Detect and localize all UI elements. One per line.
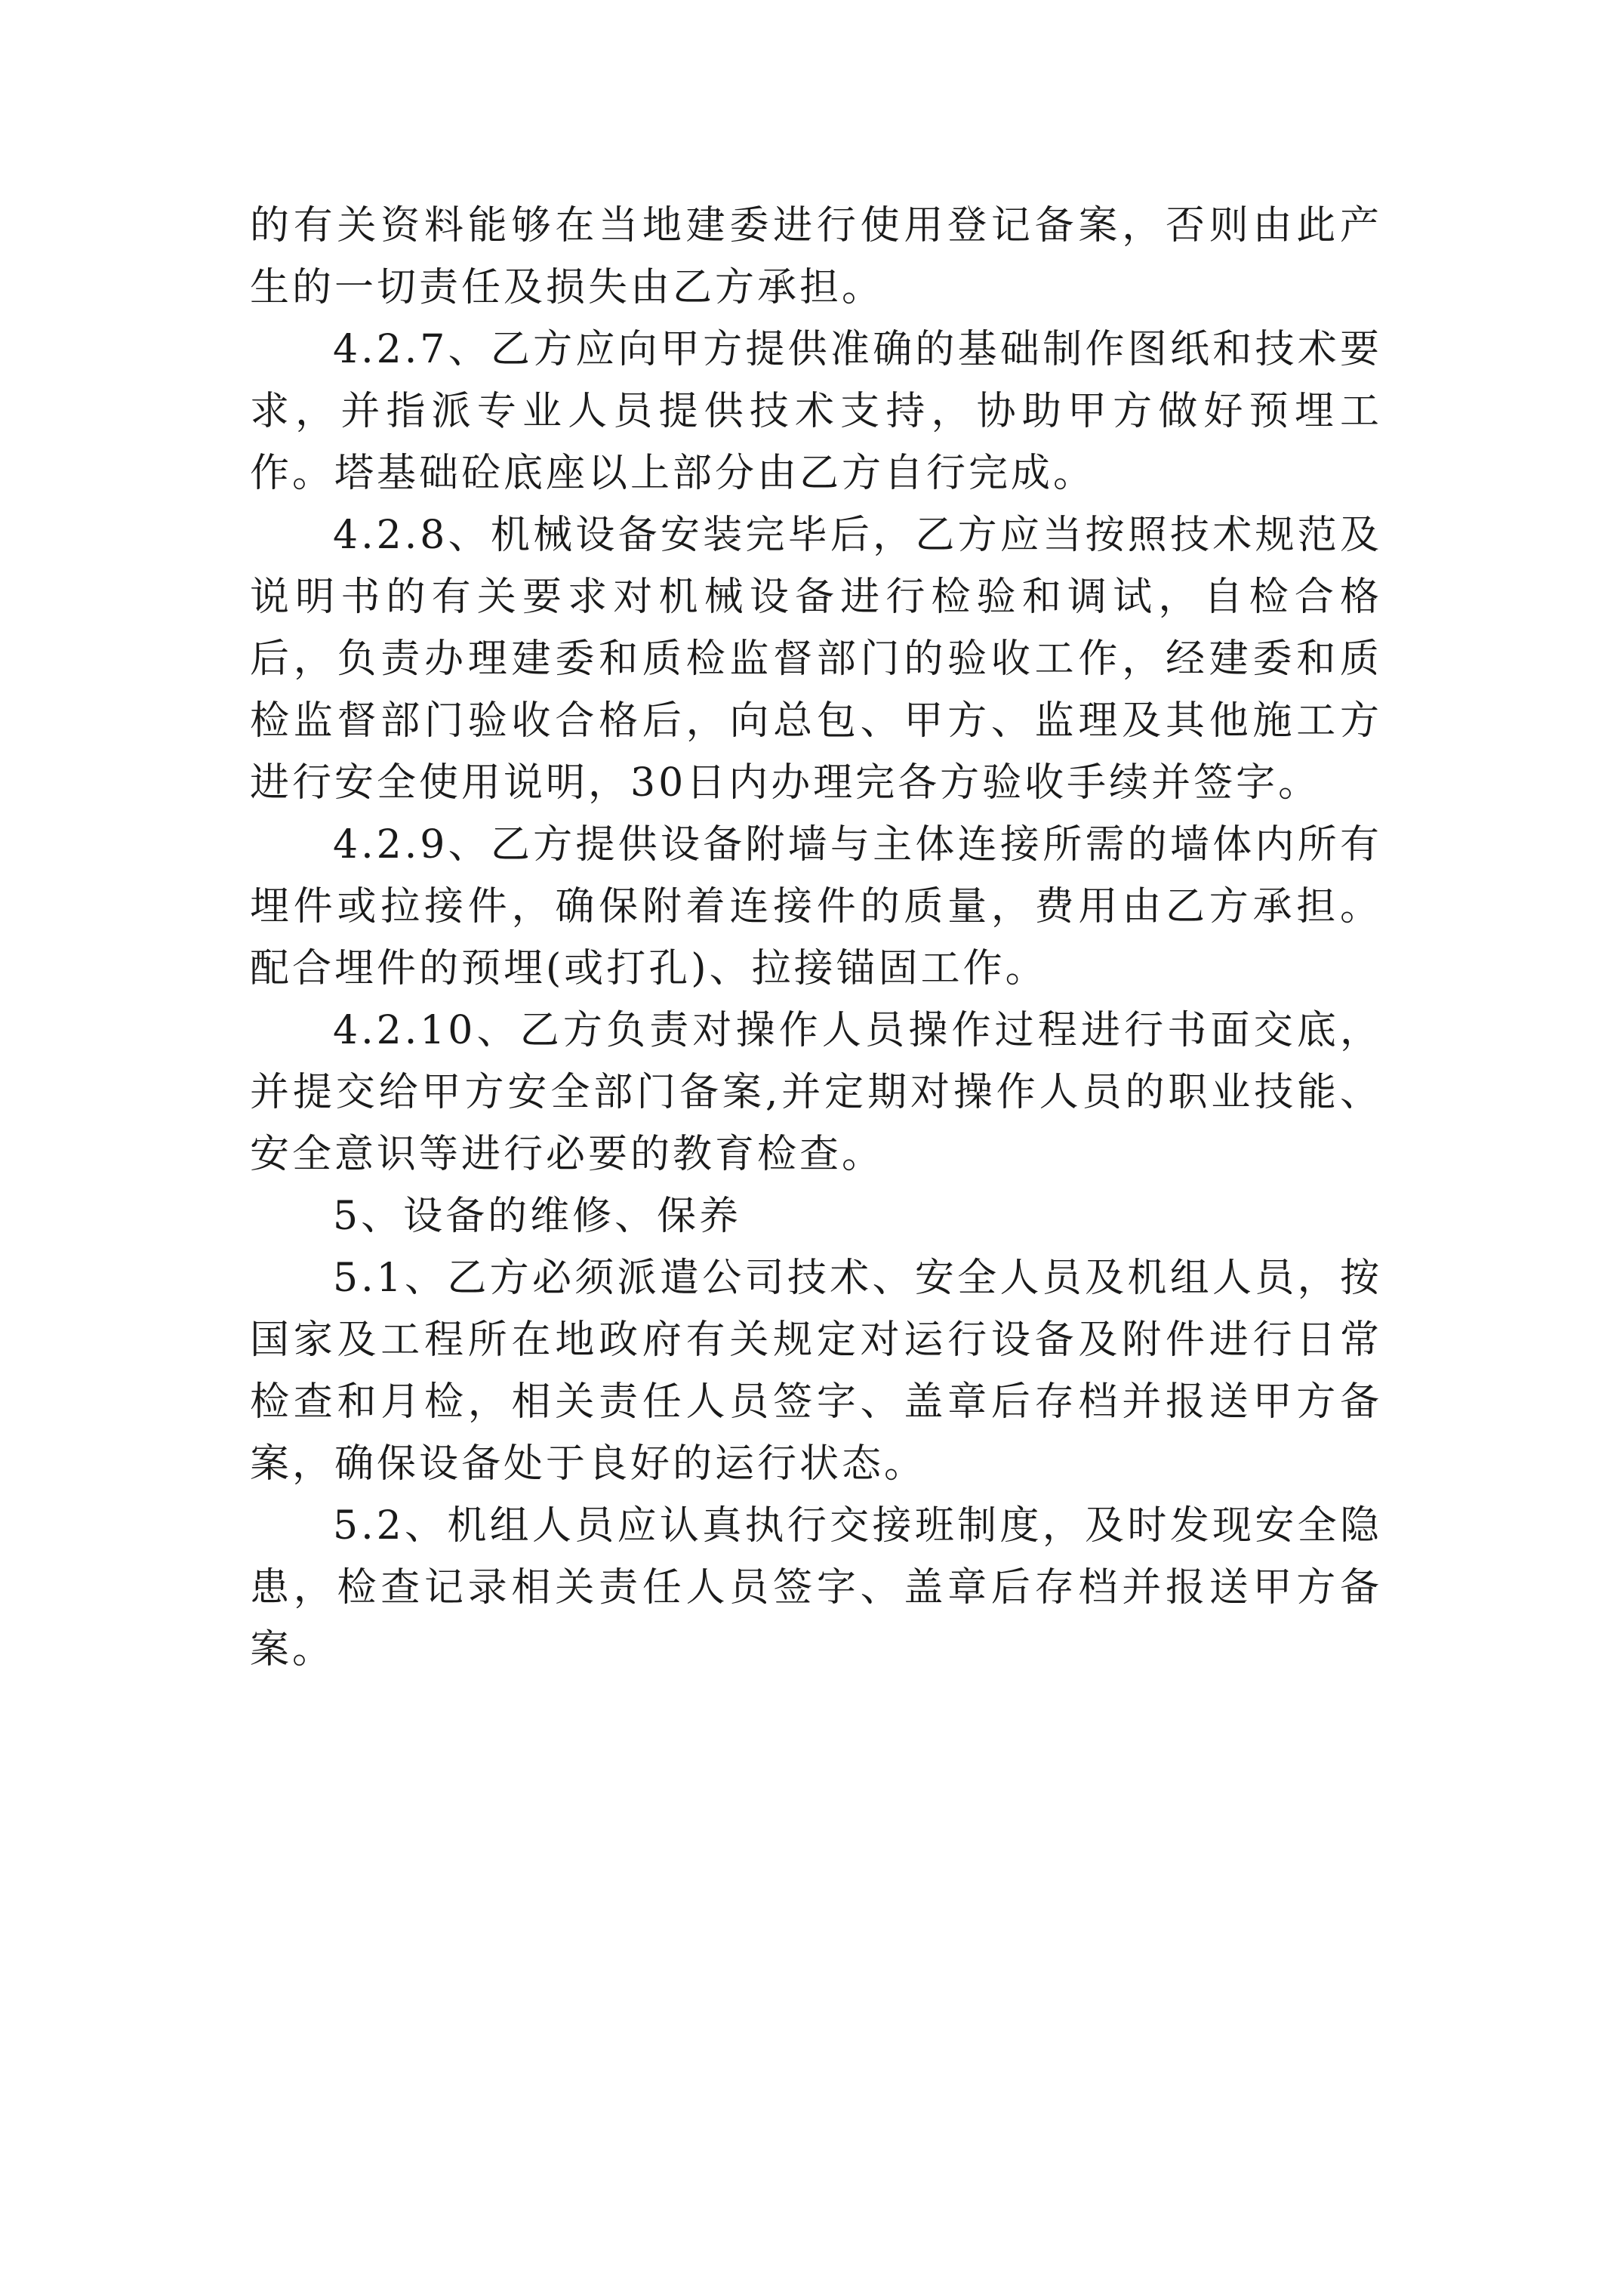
paragraph-5-1: 5.1、乙方必须派遣公司技术、安全人员及机组人员，按国家及工程所在地政府有关规定对运行设备及附件进行日常检查和月检，相关责任人员签字、盖章后存档并报送甲方备案，确保设备处于良好的运行状态。 bbox=[250, 1256, 1382, 1487]
paragraph-4-2-8: 4.2.8、机械设备安装完毕后，乙方应当按照技术规范及说明书的有关要求对机械设备进行检验和调试，自检合格后，负责办理建委和质检监督部门的验收工作，经建委和质检监督部门验收合格后，向总包、甲方、监理及其他施工方进行安全使用说明，30日内办理完各方验收手续并签字。 bbox=[250, 513, 1382, 806]
paragraph-continuation: 的有关资料能够在当地建委进行使用登记备案，否则由此产生的一切责任及损失由乙方承担。 bbox=[250, 203, 1382, 310]
paragraph-4-2-10: 4.2.10、乙方负责对操作人员操作过程进行书面交底，并提交给甲方安全部门备案,并定期对操作人员的职业技能、安全意识等进行必要的教育检查。 bbox=[250, 1008, 1382, 1177]
paragraph-5-2: 5.2、机组人员应认真执行交接班制度，及时发现安全隐患，检查记录相关责任人员签字、盖章后存档并报送甲方备案。 bbox=[250, 1503, 1382, 1672]
paragraph-4-2-7: 4.2.7、乙方应向甲方提供准确的基础制作图纸和技术要求，并指派专业人员提供技术支持，协助甲方做好预埋工作。塔基础砼底座以上部分由乙方自行完成。 bbox=[250, 327, 1382, 496]
paragraph-4-2-9: 4.2.9、乙方提供设备附墙与主体连接所需的墙体内所有埋件或拉接件，确保附着连接件的质量，费用由乙方承担。配合埋件的预埋(或打孔)、拉接锚固工作。 bbox=[250, 822, 1382, 991]
document-body bbox=[250, 195, 1382, 1681]
section-heading-5: 5、设备的维修、保养 bbox=[333, 1194, 742, 1239]
